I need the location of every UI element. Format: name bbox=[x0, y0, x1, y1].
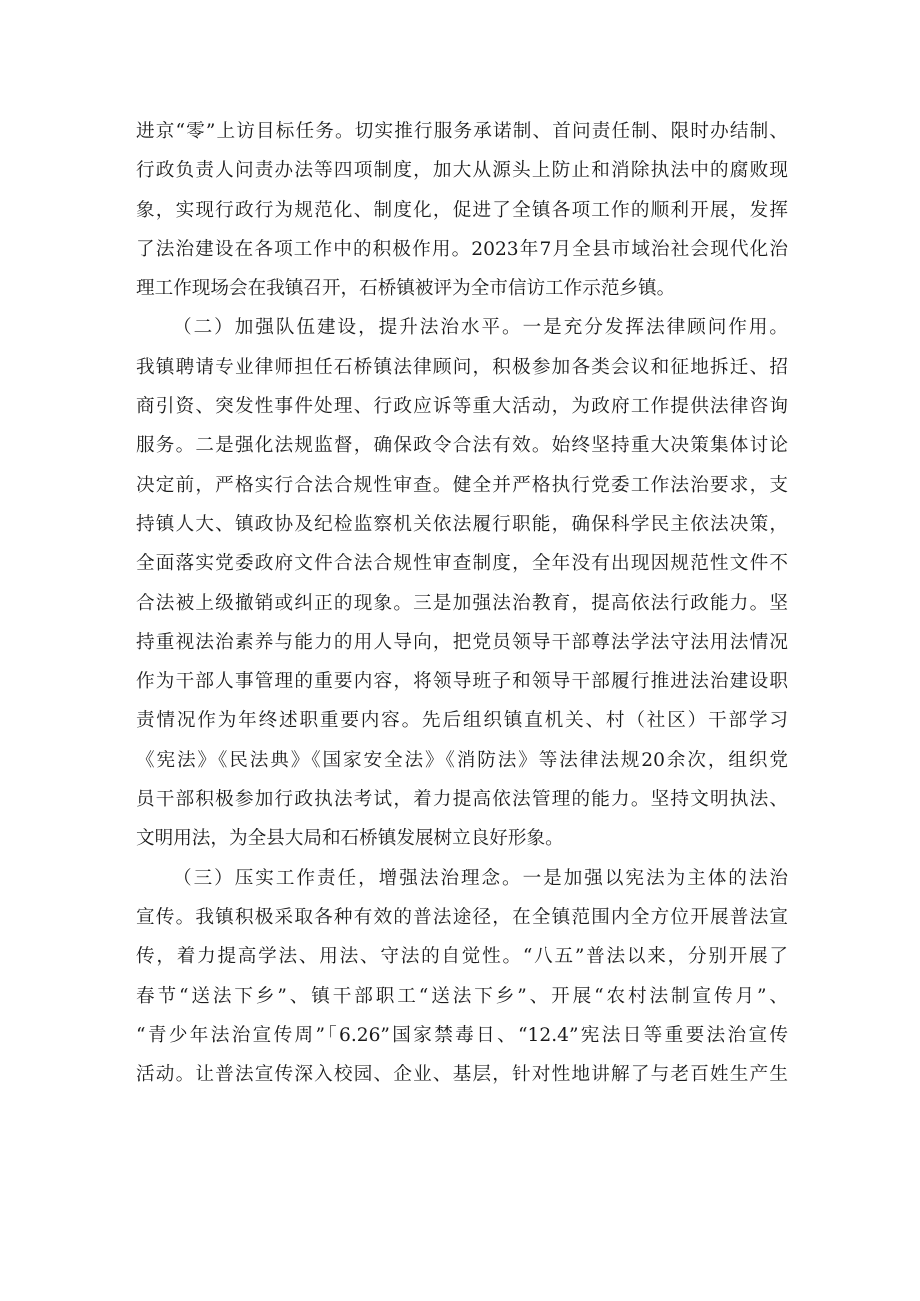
text-line: 文明用法，为全县大局和石桥镇发展树立良好形象。 bbox=[136, 828, 564, 850]
text-line: 理工作现场会在我镇召开，石桥镇被评为全市信访工作示范乡镇。 bbox=[136, 278, 676, 300]
text-line: 宣传。我镇积极采取各种有效的普法途径，在全镇范围内全方位开展普法宣 bbox=[136, 906, 788, 928]
body-text bbox=[136, 112, 788, 1094]
text-line: 商引资、突发性事件处理、行政应诉等重大活动，为政府工作提供法律咨询 bbox=[136, 396, 788, 418]
text-line: 《宪法》《民法典》《国家安全法》《消防法》等法律法规20余次，组织党 bbox=[136, 749, 788, 771]
text-line: 了法治建设在各项工作中的积极作用。2023年7月全县市域治社会现代化治 bbox=[136, 238, 788, 260]
text-line: 传，着力提高学法、用法、守法的自觉性。“八五”普法以来，分别开展了 bbox=[136, 946, 788, 968]
section-heading-line: （三）压实工作责任，增强法治理念。一是加强以宪法为主体的法治 bbox=[173, 867, 788, 889]
text-line: 服务。二是强化法规监督，确保政令合法有效。始终坚持重大决策集体讨论 bbox=[136, 435, 788, 457]
text-line: 决定前，严格实行合法合规性审查。健全并严格执行党委工作法治要求，支 bbox=[136, 474, 788, 496]
text-line: 春节“送法下乡”、镇干部职工“送法下乡”、开展“农村法制宣传月”、 bbox=[136, 985, 788, 1007]
text-line: “青少年法治宣传周”「6.26”国家禁毒日、“12.4”宪法日等重要法治宣传 bbox=[136, 1024, 788, 1046]
text-line: 进京“零”上访目标任务。切实推行服务承诺制、首问责任制、限时办结制、 bbox=[136, 121, 788, 142]
text-line: 作为干部人事管理的重要内容，将领导班子和领导干部履行推进法治建设职 bbox=[136, 671, 788, 693]
text-line: 持镇人大、镇政协及纪检监察机关依法履行职能，确保科学民主依法决策， bbox=[136, 513, 788, 535]
text-line: 象，实现行政行为规范化、制度化，促进了全镇各项工作的顺利开展，发挥 bbox=[136, 199, 788, 221]
text-line: 行政负责人问责办法等四项制度，加大从源头上防止和消除执法中的腐败现 bbox=[136, 160, 788, 182]
text-line: 活动。让普法宣传深入校园、企业、基层，针对性地讲解了与老百姓生产生 bbox=[136, 1064, 788, 1086]
section-heading-line: （二）加强队伍建设，提升法治水平。一是充分发挥法律顾问作用。 bbox=[173, 317, 788, 339]
text-line: 持重视法治素养与能力的用人导向，把党员领导干部尊法学法守法用法情况 bbox=[136, 631, 788, 653]
text-line: 合法被上级撤销或纠正的现象。三是加强法治教育，提高依法行政能力。坚 bbox=[136, 592, 788, 614]
text-line: 责情况作为年终述职重要内容。先后组织镇直机关、村（社区）干部学习 bbox=[136, 710, 788, 732]
text-line: 全面落实党委政府文件合法合规性审查制度，全年没有出现因规范性文件不 bbox=[136, 553, 788, 575]
text-line: 我镇聘请专业律师担任石桥镇法律顾问，积极参加各类会议和征地拆迁、招 bbox=[136, 356, 788, 378]
text-line: 员干部积极参加行政执法考试，着力提高依法管理的能力。坚持文明执法、 bbox=[136, 789, 788, 811]
